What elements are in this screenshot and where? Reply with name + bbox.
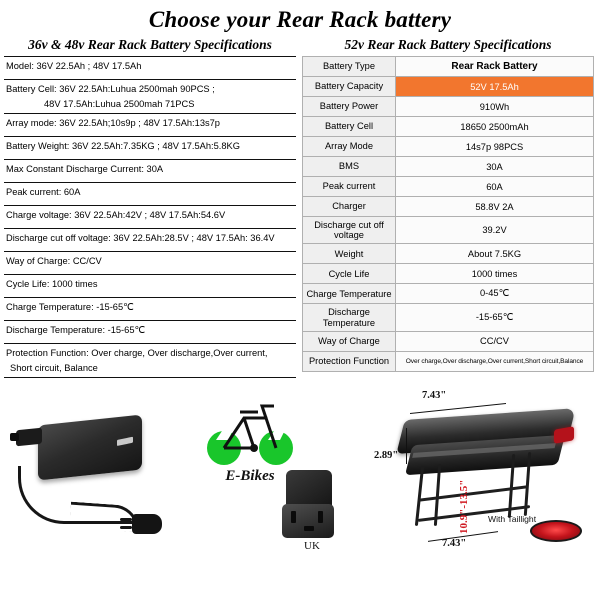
row-value: About 7.5KG — [396, 244, 594, 264]
list-item — [4, 344, 296, 378]
row-value-highlighted: 52V 17.5Ah — [396, 77, 594, 97]
row-value: 18650 2500mAh — [396, 117, 594, 137]
row-key: Discharge cut off voltage — [303, 217, 396, 244]
list-item — [4, 137, 296, 160]
row-value: Over charge,Over discharge,Over current,Short circuit,Balance — [396, 351, 594, 371]
table-row — [303, 351, 594, 371]
spec-text: Protection Function: Over charge, Over discharge,Over current, — [6, 348, 268, 359]
table-row — [303, 157, 594, 177]
row-key: Battery Type — [303, 57, 396, 77]
row-value: 39.2V — [396, 217, 594, 244]
row-key: Charge Temperature — [303, 284, 396, 304]
table-row — [303, 117, 594, 137]
rear-reflector — [530, 520, 582, 542]
brand-label: E-Bikes — [225, 468, 275, 485]
table-row — [303, 304, 594, 331]
row-key: Discharge Temperature — [303, 304, 396, 331]
table-row — [303, 77, 594, 97]
spec-text: Charge Temperature: -15-65℃ — [6, 302, 134, 313]
dimension-bottom-width: 7.43" — [442, 538, 467, 550]
row-key: Battery Power — [303, 97, 396, 117]
eu-plug — [132, 514, 162, 534]
spec-text: Way of Charge: CC/CV — [6, 256, 102, 267]
list-item — [4, 57, 296, 80]
row-key: Cycle Life — [303, 264, 396, 284]
uk-plug-face — [282, 504, 334, 538]
row-value: Rear Rack Battery — [396, 57, 594, 77]
spec-text: Model: 36V 22.5Ah ; 48V 17.5Ah — [6, 61, 142, 71]
list-item — [4, 160, 296, 183]
list-item — [4, 298, 296, 321]
dimension-line-top — [410, 403, 506, 414]
rear-rack-battery-illustration — [374, 388, 596, 558]
dimension-height: 2.89" — [374, 450, 399, 462]
row-key: Weight — [303, 244, 396, 264]
table-row — [303, 244, 594, 264]
table-row — [303, 97, 594, 117]
right-column-heading: 52v Rear Rack Battery Specifications — [344, 37, 552, 52]
row-value: 58.8V 2A — [396, 197, 594, 217]
left-spec-column — [4, 37, 296, 378]
spec-text: Array mode: 36V 22.5Ah;10s9p ; 48V 17.5Ah:13s7p — [6, 118, 220, 129]
table-row — [303, 57, 594, 77]
list-item — [4, 114, 296, 137]
dimension-top-width: 7.43" — [422, 390, 447, 402]
list-item — [4, 229, 296, 252]
table-row — [303, 197, 594, 217]
table-row — [303, 284, 594, 304]
spec-text: Peak current: 60A — [6, 187, 81, 198]
row-value: 14s7p 98PCS — [396, 137, 594, 157]
list-item — [4, 252, 296, 275]
row-value: CC/CV — [396, 331, 594, 351]
spec-columns — [0, 37, 600, 378]
row-key: Charger — [303, 197, 396, 217]
list-item — [4, 206, 296, 229]
spec-table — [302, 56, 594, 372]
charger-led-indicator — [117, 437, 133, 446]
uk-plug-illustration — [276, 464, 348, 542]
row-key: Peak current — [303, 177, 396, 197]
spec-text: Cycle Life: 1000 times — [6, 279, 98, 290]
list-item — [4, 80, 296, 114]
table-row — [303, 177, 594, 197]
row-value: -15-65℃ — [396, 304, 594, 331]
row-key: BMS — [303, 157, 396, 177]
spec-text: Battery Cell: 36V 22.5Ah:Luhua 2500mah 90PCS ; — [6, 84, 215, 94]
dimension-line-height — [406, 428, 407, 464]
left-column-heading: 36v & 48v Rear Rack Battery Specifications — [28, 37, 272, 52]
spec-text: Discharge Temperature: -15-65℃ — [6, 325, 145, 336]
table-row — [303, 217, 594, 244]
row-value: 0-45℃ — [396, 284, 594, 304]
list-item — [4, 275, 296, 298]
list-item — [4, 183, 296, 206]
row-value: 60A — [396, 177, 594, 197]
table-row — [303, 264, 594, 284]
spec-text: Battery Weight: 36V 22.5Ah:7.35KG ; 48V 17.5Ah:5.8KG — [6, 141, 240, 152]
dimension-side-length: 10.9"-13.5" — [458, 480, 470, 535]
row-value: 30A — [396, 157, 594, 177]
list-item — [4, 321, 296, 344]
uk-plug-label: UK — [304, 540, 320, 553]
spec-text: Discharge cut off voltage: 36V 22.5Ah:28.5V ; 48V 17.5Ah: 36.4V — [6, 233, 275, 244]
row-key: Way of Charge — [303, 331, 396, 351]
taillight — [554, 427, 574, 445]
spec-text: Max Constant Discharge Current: 30A — [6, 164, 164, 175]
spec-subtext: Short circuit, Balance — [10, 362, 98, 373]
product-images-strip — [0, 384, 600, 559]
charger-output-plug — [16, 428, 42, 447]
taillight-note: With Taillight — [488, 514, 537, 525]
table-row — [303, 331, 594, 351]
charger-illustration — [10, 400, 190, 540]
row-key: Battery Capacity — [303, 77, 396, 97]
page-title: Choose your Rear Rack battery — [148, 7, 452, 32]
right-spec-column — [302, 37, 594, 378]
spec-text: Charge voltage: 36V 22.5Ah:42V ; 48V 17.5Ah:54.6V — [6, 210, 226, 221]
row-key: Battery Cell — [303, 117, 396, 137]
charger-output-pin — [10, 433, 19, 441]
row-key: Protection Function — [303, 351, 396, 371]
left-spec-list — [4, 56, 296, 378]
row-value: 1000 times — [396, 264, 594, 284]
row-key: Array Mode — [303, 137, 396, 157]
spec-subtext: 48V 17.5Ah:Luhua 2500mah 71PCS — [44, 98, 195, 109]
table-row — [303, 137, 594, 157]
row-value: 910Wh — [396, 97, 594, 117]
